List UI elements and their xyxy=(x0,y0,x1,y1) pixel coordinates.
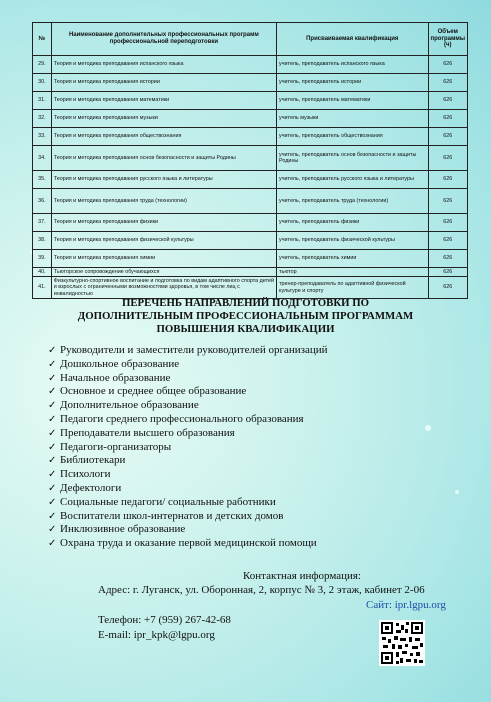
check-icon: ✓ xyxy=(48,386,57,398)
qr-code-icon xyxy=(379,620,425,666)
check-icon: ✓ xyxy=(48,455,57,467)
table-row xyxy=(33,277,468,299)
table-header-row xyxy=(33,23,468,56)
check-icon: ✓ xyxy=(48,469,57,481)
table-row xyxy=(33,110,468,128)
check-icon: ✓ xyxy=(48,510,57,522)
list-item xyxy=(48,537,328,551)
cell-name: Физкультурно-спортивное воспитание и подготовка по видам адаптивного спорта детей и взрослых с ограниченными возможностями здоровья, в том числе лиц с инвалидностью xyxy=(51,277,276,299)
cell-num: 41. xyxy=(33,277,52,299)
list-item-label: Дефектологи xyxy=(60,481,122,494)
cell-vol: 626 xyxy=(428,232,468,250)
cell-name: Теория и методика преподавания испанского языка xyxy=(51,56,276,74)
cell-qual: учитель, преподаватель истории xyxy=(277,74,428,92)
check-icon: ✓ xyxy=(48,427,57,439)
list-item-label: Инклюзивное образование xyxy=(60,523,186,536)
cell-name: Теория и методика преподавания физики xyxy=(51,214,276,232)
list-item xyxy=(48,496,328,510)
list-item xyxy=(48,523,328,537)
contact-address: Адрес: г. Луганск, ул. Оборонная, 2, корпус № 3, 2 этаж, кабинет 2-06 xyxy=(98,584,425,596)
list-item xyxy=(48,427,328,441)
programs-table xyxy=(32,22,468,299)
cell-name: Теория и методика преподавания математики xyxy=(51,92,276,110)
list-item-label: Психологи xyxy=(60,468,111,481)
cell-vol: 626 xyxy=(428,171,468,189)
check-icon: ✓ xyxy=(48,482,57,494)
check-icon: ✓ xyxy=(48,441,57,453)
check-icon: ✓ xyxy=(48,345,57,356)
cell-num: 36. xyxy=(33,189,52,214)
cell-vol: 626 xyxy=(428,189,468,214)
cell-name: Теория и методика преподавания истории xyxy=(51,74,276,92)
list-item-label: Основное и среднее общее образование xyxy=(60,385,247,398)
contact-phone: Телефон: +7 (959) 267-42-68 xyxy=(98,614,231,626)
check-icon: ✓ xyxy=(48,372,57,384)
contact-email[interactable]: E-mail: ipr_kpk@lgpu.org xyxy=(98,629,215,641)
table-row xyxy=(33,232,468,250)
cell-qual: учитель, преподаватель физической культуры xyxy=(277,232,428,250)
list-item-label: Дошкольное образование xyxy=(60,357,180,370)
cell-num: 37. xyxy=(33,214,52,232)
contact-title: Контактная информация: xyxy=(243,570,361,582)
check-icon: ✓ xyxy=(48,496,57,508)
cell-vol: 626 xyxy=(428,56,468,74)
cell-qual: тренер-преподаватель по адаптивной физической культуре и спорту xyxy=(277,277,428,299)
list-item-label: Начальное образование xyxy=(60,371,171,384)
list-item xyxy=(48,454,328,468)
cell-num: 29. xyxy=(33,56,52,74)
check-icon: ✓ xyxy=(48,524,57,536)
col-header-qual: Присваиваемая квалификация xyxy=(277,23,428,56)
cell-num: 31. xyxy=(33,92,52,110)
list-item xyxy=(48,372,328,386)
cell-vol: 626 xyxy=(428,92,468,110)
list-item xyxy=(48,385,328,399)
list-item-label: Библиотекари xyxy=(60,454,126,467)
cell-num: 39. xyxy=(33,250,52,268)
directions-heading xyxy=(0,297,491,336)
cell-num: 33. xyxy=(33,128,52,146)
list-item xyxy=(48,468,328,482)
table-row xyxy=(33,128,468,146)
list-item-label: Руководители и заместители руководителей организаций xyxy=(60,344,328,356)
cell-num: 32. xyxy=(33,110,52,128)
col-header-name: Наименование дополнительных профессиональных программ профессиональной переподготовки xyxy=(51,23,276,56)
list-item-label: Дополнительное образование xyxy=(60,399,199,412)
col-header-num: № xyxy=(33,23,52,56)
cell-vol: 626 xyxy=(428,277,468,299)
col-header-vol: Объем программы (ч) xyxy=(428,23,468,56)
list-item xyxy=(48,413,328,427)
cell-num: 30. xyxy=(33,74,52,92)
table-row xyxy=(33,189,468,214)
check-icon: ✓ xyxy=(48,413,57,425)
sparkle-decoration xyxy=(455,490,459,494)
cell-name: Теория и методика преподавания основ безопасности и защиты Родины xyxy=(51,146,276,171)
cell-qual: учитель, преподаватель русского языка и литературы xyxy=(277,171,428,189)
table-row xyxy=(33,92,468,110)
sparkle-decoration xyxy=(425,425,431,431)
cell-qual: учитель, преподаватель испанского языка xyxy=(277,56,428,74)
cell-vol: 626 xyxy=(428,110,468,128)
cell-num: 34. xyxy=(33,146,52,171)
cell-name: Теория и методика преподавания музыки xyxy=(51,110,276,128)
cell-num: 38. xyxy=(33,232,52,250)
cell-qual: учитель, преподаватель физики xyxy=(277,214,428,232)
list-item xyxy=(48,344,328,358)
cell-qual: учитель, преподаватель труда (технологии) xyxy=(277,189,428,214)
cell-name: Теория и методика преподавания русского языка и литературы xyxy=(51,171,276,189)
cell-vol: 626 xyxy=(428,268,468,277)
directions-list xyxy=(48,344,328,551)
list-item-label: Педагоги среднего профессионального образования xyxy=(60,412,304,425)
cell-vol: 626 xyxy=(428,214,468,232)
cell-name: Теория и методика преподавания обществознания xyxy=(51,128,276,146)
table-row xyxy=(33,146,468,171)
cell-vol: 626 xyxy=(428,128,468,146)
table-row xyxy=(33,56,468,74)
list-item-label: Социальные педагоги/ социальные работники xyxy=(60,495,276,508)
table-row xyxy=(33,214,468,232)
table-row xyxy=(33,171,468,189)
list-item xyxy=(48,358,328,372)
heading-line: ПОВЫШЕНИЯ КВАЛИФИКАЦИИ xyxy=(156,323,335,335)
table-row xyxy=(33,250,468,268)
list-item-label: Охрана труда и оказание первой медицинской помощи xyxy=(60,537,317,550)
cell-qual: учитель, преподаватель математики xyxy=(277,92,428,110)
list-item xyxy=(48,441,328,455)
table-row xyxy=(33,268,468,277)
check-icon: ✓ xyxy=(48,358,57,370)
cell-name: Теория и методика преподавания химии xyxy=(51,250,276,268)
cell-vol: 626 xyxy=(428,146,468,171)
cell-qual: учитель, преподаватель основ безопасности и защиты Родины xyxy=(277,146,428,171)
list-item-label: Преподаватели высшего образования xyxy=(60,426,235,439)
cell-name: Теория и методика преподавания физической культуры xyxy=(51,232,276,250)
cell-qual: учитель, преподаватель обществознания xyxy=(277,128,428,146)
cell-name: Теория и методика преподавания труда (технологии) xyxy=(51,189,276,214)
list-item xyxy=(48,482,328,496)
list-item-label: Воспитатели школ-интернатов и детских домов xyxy=(60,509,284,522)
check-icon: ✓ xyxy=(48,538,57,550)
cell-num: 40. xyxy=(33,268,52,277)
cell-vol: 626 xyxy=(428,74,468,92)
cell-qual: тьютор xyxy=(277,268,428,277)
cell-qual: учитель, преподаватель химии xyxy=(277,250,428,268)
cell-name: Тьюторское сопровождение обучающихся xyxy=(51,268,276,277)
cell-qual: учитель музыки xyxy=(277,110,428,128)
site-link[interactable]: Сайт: ipr.lgpu.org xyxy=(366,599,446,611)
heading-line: ПЕРЕЧЕНЬ НАПРАВЛЕНИЙ ПОДГОТОВКИ ПО xyxy=(121,297,370,309)
table-row xyxy=(33,74,468,92)
list-item-label: Педагоги-организаторы xyxy=(60,440,172,453)
list-item xyxy=(48,510,328,524)
cell-num: 35. xyxy=(33,171,52,189)
list-item xyxy=(48,399,328,413)
heading-line: ДОПОЛНИТЕЛЬНЫМ ПРОФЕССИОНАЛЬНЫМ ПРОГРАММАМ xyxy=(77,310,414,322)
check-icon: ✓ xyxy=(48,400,57,412)
cell-vol: 626 xyxy=(428,250,468,268)
